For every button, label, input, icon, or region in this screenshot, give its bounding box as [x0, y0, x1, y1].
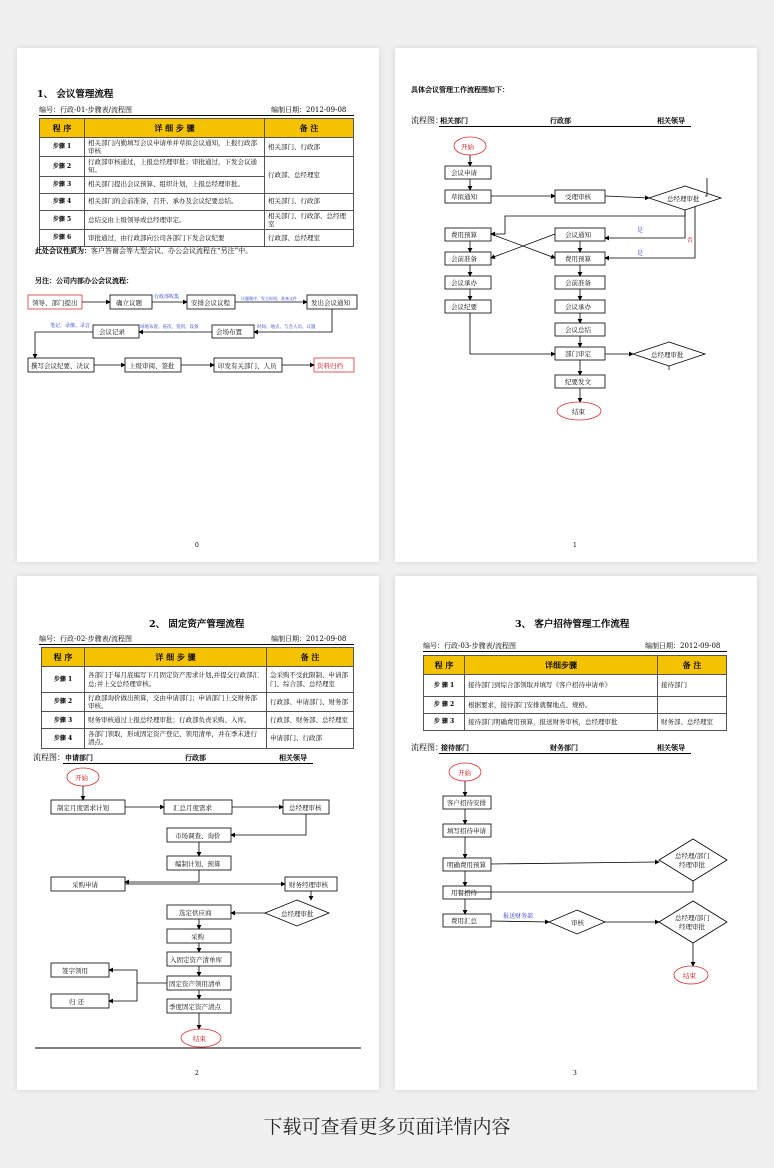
step-cell: 步骤 1 — [40, 138, 85, 157]
detail-cell: 接待部门到综合部领取并填写《客户招待申请单》 — [465, 675, 658, 697]
flow-node-label: 受理审核 — [565, 193, 591, 201]
detail-cell: 相关部门内勤填写会议申请单并草拟会议通知，上报行政部审核 — [85, 138, 265, 157]
lane-label: 申请部门 — [65, 753, 93, 762]
flow-node-label: 印发有关部门、人员 — [218, 362, 277, 370]
flow-node-label: 归 还 — [69, 998, 85, 1006]
flow-node-label: 领导、部门提出 — [32, 299, 78, 307]
detail-cell: 行政部询价做出预算，交由申请部门；申请部门上交财务部审核。 — [85, 693, 267, 712]
flow-node-label: 总经理/部门 — [675, 852, 710, 860]
flow-node-label: 经理审批 — [679, 861, 705, 869]
flow-node-label: 开始 — [75, 774, 88, 782]
decision-label: 是 — [637, 227, 644, 234]
page-title: 3、 客户招待管理工作流程 — [515, 619, 630, 630]
flow-node-label: 撰写会议纪要、决议 — [31, 362, 90, 370]
step-cell: 步骤 1 — [42, 667, 85, 693]
step-cell: 步骤 2 — [40, 157, 85, 176]
flow-node-label: 结束 — [683, 972, 696, 980]
flow-node-label: 会议总结 — [565, 326, 591, 334]
table-header: 详 细 步 骤 — [85, 119, 265, 138]
detail-cell: 相关部门的会前准备，召开、承办及会议纪要总结。 — [85, 193, 265, 210]
scope-label: 此处会议性质为： — [35, 246, 91, 255]
note-cell: 急采购不受此限制、申请部门、综合部、总经理室 — [267, 667, 354, 693]
document-date: 编制日期：2012-09-08 — [271, 635, 347, 643]
flow-node-label: 签字领用 — [62, 967, 88, 975]
page-number: 3 — [573, 1070, 577, 1077]
page-title: 1、 会议管理流程 — [37, 89, 114, 100]
flow-node-label: 草拟通知 — [451, 193, 477, 201]
flow-node-label: 安排会议议程 — [191, 299, 230, 307]
flow-annotation: 笔记、录像、录音 — [50, 323, 91, 329]
table-header: 备 注 — [265, 119, 354, 138]
lane-label: 相关领导 — [657, 116, 685, 125]
table-header: 备 注 — [267, 648, 354, 667]
page-number: 1 — [573, 542, 577, 549]
document-page-1 — [17, 48, 379, 562]
document-page-3 — [17, 576, 379, 1090]
table-header: 备 注 — [658, 656, 727, 675]
detail-cell: 财务审核通过上报总经理审批；行政部负责采购、入库。 — [85, 712, 267, 729]
flow-node-label: 会议纪要 — [451, 303, 477, 311]
flow-node-label: 费用预算 — [565, 255, 591, 263]
lanes-label: 流程图： — [411, 743, 443, 752]
note-cell: 财务部、总经理室 — [658, 714, 727, 731]
flow-node-label: 会前准备 — [565, 279, 591, 287]
flow-node-label: 发出会议通知 — [311, 299, 350, 307]
asset-flowchart — [17, 576, 379, 1090]
meeting-flowchart — [17, 48, 379, 562]
decision-label: 是 — [637, 250, 644, 257]
lane-label: 接待部门 — [441, 743, 469, 752]
lanes-label: 流程图： — [411, 116, 443, 125]
flow-node-label: 上级审阅、签批 — [129, 362, 175, 370]
lane-label: 行政部 — [185, 753, 206, 762]
note-cell: 行政部、财务部、总经理室 — [267, 712, 354, 729]
step-cell: 步骤 4 — [42, 729, 85, 748]
flow-node-label: 编制计划、预算 — [175, 860, 221, 868]
flow-node-label: 会议通知 — [565, 231, 591, 239]
flow-annotation: 时间、地点、与会人员、议题 — [257, 325, 316, 330]
flow-node-label: 会场布置 — [216, 328, 242, 336]
document-date: 编制日期：2012-09-08 — [271, 106, 347, 114]
flow-node-label: 会议申请 — [451, 169, 477, 177]
flow-node-label: 客户招待安排 — [447, 799, 486, 807]
download-more-banner[interactable]: 下载可查看更多页面详情内容 — [263, 1116, 511, 1138]
flow-node-label: 确立议题 — [116, 299, 142, 307]
decision-label: 否 — [687, 237, 694, 244]
lane-label: 相关领导 — [657, 743, 685, 752]
detail-cell: 审批通过，由行政部向公司各部门下发会议纪要 — [85, 229, 265, 246]
flow-node-label: 会前准备 — [451, 255, 477, 263]
lane-label: 相关领导 — [279, 753, 307, 762]
flow-node-label: 市场调查、询价 — [175, 832, 221, 840]
page-title: 2、 固定资产管理流程 — [149, 619, 245, 630]
flow-node-label: 选定供应商 — [179, 909, 212, 917]
step-cell: 步骤 4 — [40, 193, 85, 210]
detail-cell: 总结交由上级领导或总经理审定。 — [85, 210, 265, 229]
step-cell: 步 骤 1 — [424, 675, 465, 697]
flow-annotation: 议题顺序、发言时间、准备文件 — [241, 296, 297, 301]
page-number: 2 — [195, 1070, 199, 1077]
reception-flowchart — [395, 576, 757, 1090]
flow-node-label: 会议承办 — [451, 279, 477, 287]
page-title: 具体会议管理工作流程图如下： — [411, 85, 509, 94]
flow-node-label: 费用汇总 — [451, 917, 477, 925]
table-header: 程 序 — [40, 119, 85, 138]
note-cell: 相关部门、行政部 — [265, 138, 354, 157]
note-cell: 行政部、总经理室 — [265, 229, 354, 246]
lane-label: 财务部门 — [550, 743, 578, 752]
note-title: 另注：公司内部办公会议流程： — [35, 276, 133, 285]
document-date: 编制日期：2012-09-08 — [645, 642, 721, 650]
flow-node-label: 总经理审批 — [651, 351, 684, 359]
document-page-4 — [395, 576, 757, 1090]
flow-node-label: 经理审批 — [679, 923, 705, 931]
note-cell: 行政部、总经理室 — [265, 157, 354, 193]
step-cell: 步骤 5 — [40, 210, 85, 229]
flow-node-label: 结束 — [193, 1035, 206, 1043]
flow-node-label: 开始 — [458, 769, 471, 777]
document-code: 编号：行政-02-步骤表/流程图 — [39, 635, 132, 643]
detail-cell: 各部门领取，形成固定资产登记、领用清单，并在季末进行清点。 — [85, 729, 267, 748]
detail-cell: 相关部门提出会议预算、组织计划，上报总经理审批。 — [85, 176, 265, 193]
flow-annotation: 报送财务部 — [503, 913, 534, 920]
flow-node-label: 总经理审核 — [289, 804, 322, 812]
flow-node-label: 入固定资产清单库 — [170, 956, 222, 964]
lanes-label: 流程图： — [33, 753, 65, 762]
flow-annotation: 行政部收集 — [154, 294, 180, 300]
detail-cell: 各部门于每月底编写下月固定资产需求计划,并提交行政部汇总;并上交总经理审核。 — [85, 667, 267, 693]
document-page-2 — [395, 48, 757, 562]
step-cell: 步骤 3 — [42, 712, 85, 729]
table-header: 详细步骤 — [465, 656, 658, 675]
flow-node-label: 制定月度需求计划 — [57, 804, 109, 812]
flow-node-label: 费用预算 — [451, 231, 477, 239]
flow-node-label: 结束 — [572, 408, 585, 416]
flow-node-label: 总经理审批 — [667, 195, 700, 203]
flow-node-label: 总经理/部门 — [675, 914, 710, 922]
flow-node-label: 会议记录 — [99, 328, 125, 336]
lane-label: 行政部 — [550, 116, 571, 125]
detail-cell: 根据要求，接待部门安排就餐地点、规格。 — [465, 697, 658, 714]
scope-text: 客户答谢会等大型会议、办公会议流程在“另注”中。 — [91, 247, 253, 255]
flow-node-label: 季度固定资产清点 — [169, 1003, 221, 1011]
step-cell: 步 骤 3 — [424, 714, 465, 731]
flow-node-label: 部门审定 — [565, 350, 591, 358]
flow-node-label: 开始 — [461, 143, 474, 151]
step-cell: 步骤 6 — [40, 229, 85, 246]
detail-cell: 接待部门明确费用预算，报送财务审核，总经理审批 — [465, 714, 658, 731]
note-cell: 行政部、申请部门、财务部 — [267, 693, 354, 712]
detail-cell: 行政部审核通过，上报总经理审批；审批通过，下发会议通知。 — [85, 157, 265, 176]
table-header: 详 细 步 骤 — [85, 648, 267, 667]
note-cell: 相关部门、行政部、总经理室 — [265, 210, 354, 229]
flow-node-label: 填写招待申请 — [447, 827, 486, 835]
note-cell: 接待部门 — [658, 675, 727, 697]
step-cell: 步骤 2 — [42, 693, 85, 712]
flow-node-label: 固定资产领用清单 — [169, 980, 221, 988]
flow-node-label: 明确费用预算 — [447, 861, 486, 869]
table-header: 程 序 — [424, 656, 465, 675]
flow-node-label: 审核 — [571, 919, 584, 927]
meeting-work-flowchart — [395, 48, 757, 562]
flow-node-label: 总经理审批 — [281, 910, 314, 918]
flow-annotation: 场地布置、座次、签到、设备 — [140, 325, 199, 330]
document-code: 编号：行政-01-步骤表/流程图 — [39, 106, 132, 114]
flow-node-label: 会议承办 — [565, 303, 591, 311]
flow-node-label: 采购申请 — [72, 881, 98, 889]
flow-node-label: 汇总月度需求 — [173, 804, 212, 812]
flow-node-label: 资料归档 — [317, 362, 343, 370]
note-cell: 申请部门、行政部 — [267, 729, 354, 748]
document-code: 编号：行政-03-步骤表/流程图 — [423, 642, 516, 650]
note-cell: 相关部门、行政部 — [265, 193, 354, 210]
flow-node-label: 用餐招待 — [451, 889, 477, 897]
page-number: 0 — [195, 542, 199, 549]
step-cell: 步骤 3 — [40, 176, 85, 193]
flow-node-label: 财务经理审核 — [289, 881, 328, 889]
flow-node-label: 采购 — [191, 933, 204, 941]
table-header: 程 序 — [42, 648, 85, 667]
step-cell: 步 骤 2 — [424, 697, 465, 714]
flow-node-label: 纪要发文 — [565, 378, 591, 386]
lane-label: 相关部门 — [440, 116, 468, 125]
